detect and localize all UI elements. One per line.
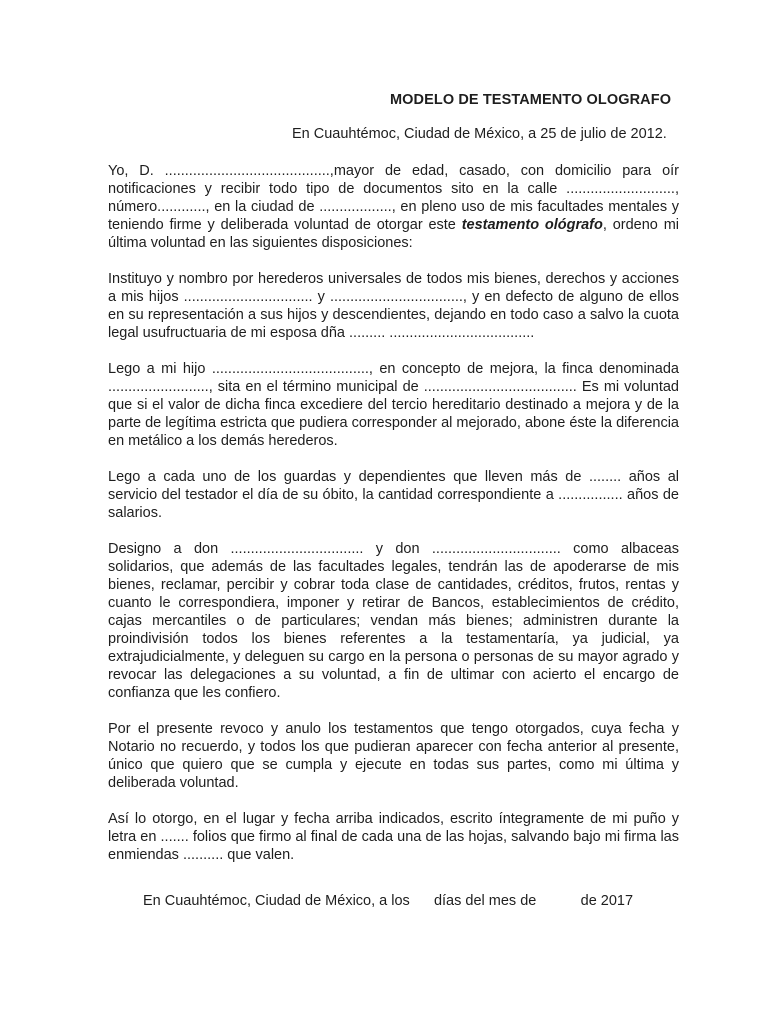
paragraph-legacy-staff: Lego a cada uno de los guardas y dependientes que lleven más de ........ años al servicio del testador el día de su óbito, la cantidad correspondiente a ................ años de salarios.: [108, 469, 679, 521]
paragraph-heirs: Instituyo y nombro por herederos universales de todos mis bienes, derechos y acciones a mis hijos ................................ y ................................., y en defecto de alguno de ellos en su representación a sus hijos y descendientes, dejando en todo caso a salvo la cuota legal usufructuaria de mi esposa dña ......... ....................................: [108, 271, 679, 341]
paragraph-legacy-son: Lego a mi hijo ......................................., en concepto de mejora, la finca denominada ........................., sita en el término municipal de ...................................... Es mi voluntad que si el valor de dicha finca excediere del tercio hereditario destinado a mejora y de la parte de legítima estricta que pudiera corresponder al mejorado, abone éste la diferencia en metálico a los demás herederos.: [108, 361, 679, 449]
document-body: [108, 162, 679, 882]
emphasis-testamento-olografo: testamento ológrafo: [461, 217, 603, 233]
paragraph-revocation: Por el presente revoco y anulo los testamentos que tengo otorgados, cuya fecha y Notario no recuerdo, y todos los que pudieran aparecer con fecha anterior al presente, único que quiero que se cumpla y ejecute en todas sus partes, como mi última y deliberada voluntad.: [108, 721, 679, 791]
closing-date-line: En Cuauhtémoc, Ciudad de México, a los días del mes de de 2017: [143, 893, 634, 909]
paragraph-execution: Así lo otorgo, en el lugar y fecha arriba indicados, escrito íntegramente de mi puño y letra en ....... folios que firmo al final de cada una de las hojas, salvando bajo mi firma las enmiendas .......... que valen.: [108, 811, 679, 863]
paragraph-identification-end: , ordeno mi última voluntad en las siguientes disposiciones:: [108, 217, 679, 251]
place-date-line: En Cuauhtémoc, Ciudad de México, a 25 de julio de 2012.: [292, 126, 667, 142]
paragraph-identification-text: Yo, D. .........................................,mayor de edad, casado, con domicilio para oír notificaciones y recibir todo tipo de documentos sito en la calle ..........................., número............, en la ciudad de .................., en pleno uso de mis facultades mentales y teniendo firme y deliberada voluntad de otorgar este: [108, 163, 679, 233]
paragraph-executors: Designo a don ................................. y don ................................ como albaceas solidarios, que además de las facultades legales, tendrán las de apoderarse de mis bienes, reclamar, percibir y cobrar toda clase de cantidades, créditos, frutos, rentas y cuanto le correspondiera, imponer y retirar de Bancos, establecimientos de crédito, cajas mercantiles o de particulares; vendan más bienes; administren durante la proindivisión todos los bienes referentes a la testamentaría, ya judicial, ya extrajudicialmente, y deleguen su cargo en la persona o personas de su mayor agrado y revocar las delegaciones a su voluntad, a fin de ultimar con acierto el encargo de confianza que les confiero.: [108, 541, 679, 701]
document-title: MODELO DE TESTAMENTO OLOGRAFO: [390, 92, 672, 108]
paragraph-identification: [108, 162, 679, 252]
